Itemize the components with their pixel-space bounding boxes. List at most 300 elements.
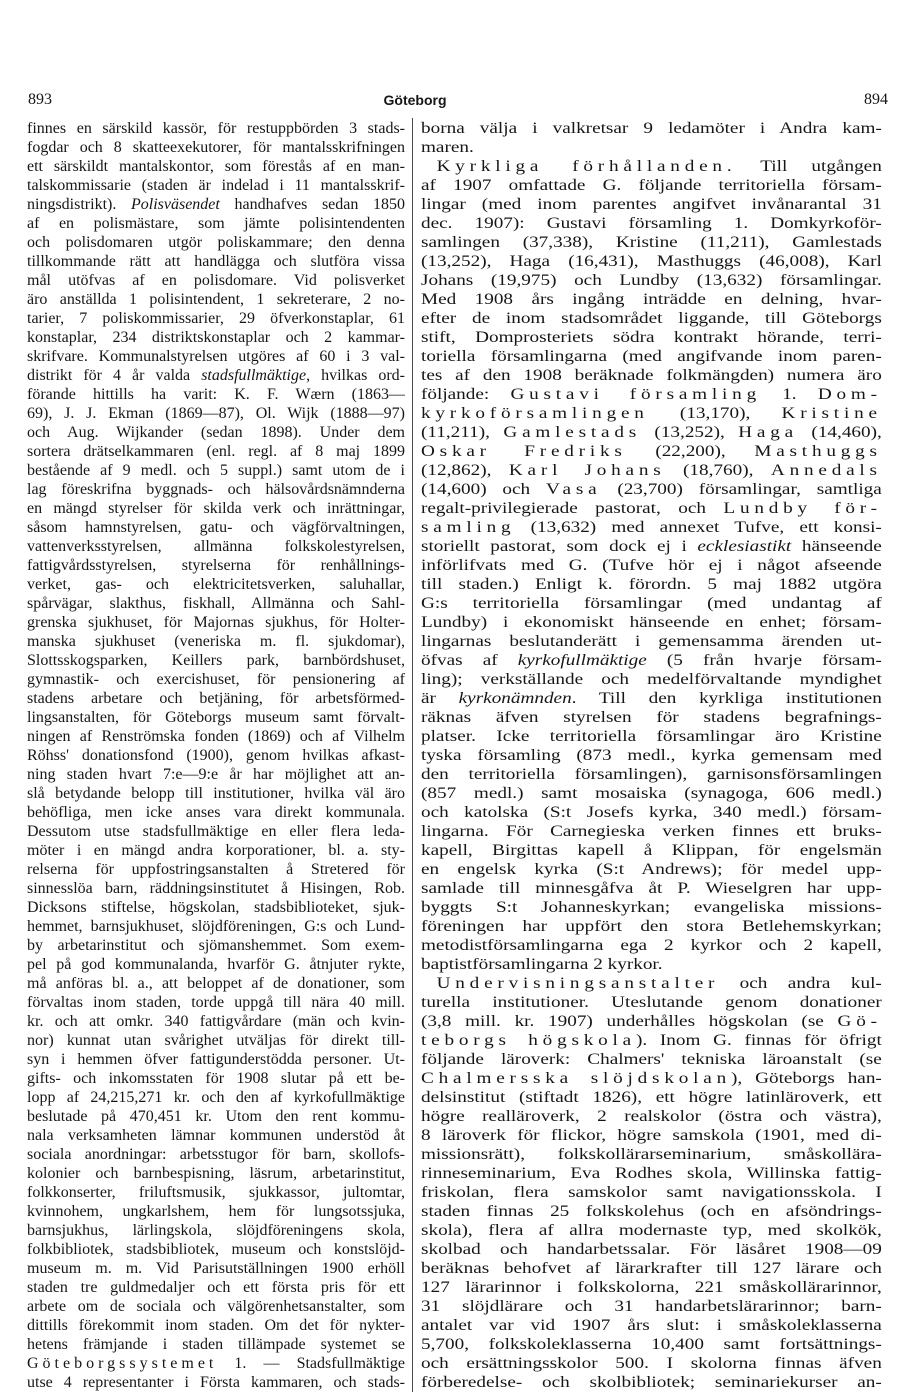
text-line (421, 461, 882, 480)
text-run: beräknas behofvet af lärarkrafter till 127 lärare och (421, 1260, 882, 1277)
text-line (27, 803, 405, 822)
text-run: skrifvare. Kommunalstyrelsen utgöres af 60 i 3 val- (27, 348, 405, 365)
text-run: tes af den 1908 beräknade folkmängden) numera äro (421, 367, 882, 384)
italic-term: Polisväsendet (130, 196, 220, 213)
text-line (421, 803, 882, 822)
text-run: öfvas af (421, 652, 518, 669)
text-run: kolonier och barnbespisning, läsrum, arbetarinstitut, (27, 1165, 405, 1182)
text-line (27, 1202, 405, 1221)
text-line (421, 1316, 882, 1335)
text-line (421, 822, 882, 841)
text-line (27, 1145, 405, 1164)
text-run: (3,8 mill. kr. 1907) underhålles högskolan (se (421, 1013, 838, 1030)
text-run: behöfliga, men icke anses vara direkt kommunala. (27, 804, 405, 821)
text-run: utse 4 representanter i Första kammaren, och stads- (27, 1374, 405, 1391)
text-line (421, 233, 882, 252)
text-run: gymnastik- och exercishuset, för pensionering af (27, 671, 405, 688)
spaced-emphasis: Dom- (817, 386, 882, 403)
text-line (421, 328, 882, 347)
text-line (421, 214, 882, 233)
text-run: staden finnas 25 folkskolehus (och en afsöndrings- (421, 1203, 882, 1220)
text-run: distrikt för 4 år valda (27, 367, 202, 384)
text-line (421, 1240, 882, 1259)
text-line (27, 347, 405, 366)
text-line (27, 1259, 405, 1278)
text-line (27, 1335, 405, 1354)
text-run: och ersättningsskolor 500. I skolorna finnas äfven (421, 1355, 882, 1372)
text-run: (13,252), Haga (16,431), Masthuggs (46,008), Karl (421, 253, 882, 270)
spaced-emphasis: Annedals (770, 462, 882, 479)
text-run: och katolska (S:t Josefs kyrka, 340 medl.) försam- (421, 804, 882, 821)
text-line (421, 480, 882, 499)
text-line (421, 860, 882, 879)
text-line (421, 1202, 882, 1221)
text-line (421, 1069, 882, 1088)
text-run: toriella församlingarna (med angifvande inom paren- (421, 348, 882, 365)
text-line (27, 138, 405, 157)
text-run: räknas äfven styrelsen för stadens begrafnings- (421, 709, 882, 726)
text-run: sinnesslöa barn, räddningsinstitutet å Hisingen, Rob. (27, 880, 405, 897)
text-line (27, 1297, 405, 1316)
text-line (421, 347, 882, 366)
text-line (27, 461, 405, 480)
text-line (421, 955, 882, 974)
text-run: 127 lärarinnor i folkskolorna, 221 småskollärarinnor, (421, 1279, 882, 1296)
text-run: (12,862), (421, 462, 509, 479)
text-run: manska sjukhuset (veneriska m. fl. sjukdomar), (27, 633, 405, 650)
text-run: (13,252), (640, 424, 739, 441)
text-run: följande läroverk: Chalmers' tekniska läroanstalt (se (421, 1051, 882, 1068)
text-run: lag föreskrifna byggnads- och hälsovårdsnämnderna (27, 481, 405, 498)
text-run: syn i hemmen öfver fattigunderstödda personer. Ut- (27, 1051, 405, 1068)
text-line (421, 1354, 882, 1373)
text-run: gifts- och inkomsstaten för 1908 slutar på ett be- (27, 1070, 405, 1087)
text-line (421, 594, 882, 613)
text-run: 31 slöjdlärare och 31 handarbetslärarinnor; barn- (421, 1298, 882, 1315)
text-run: äro anställda 1 polisintendent, 1 sekreterare, 2 no- (27, 291, 405, 308)
text-line (27, 1373, 405, 1392)
text-line (421, 195, 882, 214)
text-run: 1. — Stadsfullmäktige (217, 1355, 405, 1372)
text-run: hänseende (791, 538, 882, 555)
text-line (27, 917, 405, 936)
text-line (27, 708, 405, 727)
italic-term: kyrkonämnden (458, 690, 572, 707)
text-run: tarier, 7 poliskommissarier, 29 öfverkonstaplar, 61 (27, 310, 405, 327)
spaced-emphasis: Göteborgssystemet (27, 1355, 218, 1372)
text-run: dec. 1907): Gustavi församling 1. Domkyrkoför- (421, 215, 882, 232)
text-line (421, 309, 882, 328)
text-run: delsinstitut (stiftadt 1826), ett högre latinläroverk, ett (421, 1089, 882, 1106)
text-run: lingsanstalten, för Göteborgs museum samt förvalt- (27, 709, 405, 726)
text-line (421, 1126, 882, 1145)
text-run: beslutade på 470,451 kr. Utom den rent kommu- (27, 1108, 405, 1125)
text-run: friskolan, flera samskolor samt navigationsskola. I (421, 1184, 882, 1201)
italic-term: kyrkofullmäktige (517, 652, 647, 669)
text-run: by arbetarinstitut och sjömanshemmet. Som exem- (27, 937, 405, 954)
text-line (27, 423, 405, 442)
text-run: ), Göteborgs han- (730, 1070, 882, 1087)
text-run: rinneseminarium, Eva Rodhes skola, Willinska fattig- (421, 1165, 882, 1182)
left-column (27, 119, 405, 1392)
text-run: nor) kunnat utan svårighet utväljas för direkt till- (27, 1032, 405, 1049)
text-run: Dicksons stiftelse, högskolan, stadsbiblioteket, sjuk- (27, 899, 405, 916)
paragraph (27, 119, 405, 1392)
text-run: 8 läroverk för flickor, högre samskola (1901, med di- (421, 1127, 882, 1144)
text-line (421, 689, 882, 708)
text-run: skolbad och handarbetssalar. För läsåret 1908—09 (421, 1241, 882, 1258)
text-run: förvaltas inom staden, torde uppgå till nära 40 mill. (27, 994, 405, 1011)
text-run: turella institutioner. Uteslutande genom donationer (421, 994, 882, 1011)
text-run: införlifvats med G. (Tufve hör ej i något afseende (421, 557, 882, 574)
text-run: och Aug. Wijkander (sedan 1898). Under dem (27, 424, 405, 441)
text-run: lingar (med inom parentes angifvet invånarantal 31 (421, 196, 882, 213)
text-run: (23,700) församlingar, samtliga (601, 481, 882, 498)
text-line (27, 233, 405, 252)
text-line (421, 1164, 882, 1183)
text-line (27, 499, 405, 518)
text-line (421, 632, 882, 651)
text-run: slå betydande belopp till institutioner, hvilka väl äro (27, 785, 405, 802)
paragraph-church-relations (421, 157, 882, 974)
spaced-emphasis: Lundby för- (723, 500, 882, 517)
text-line (421, 385, 882, 404)
text-line (421, 1183, 882, 1202)
text-line (421, 727, 882, 746)
text-run: (14,600) och (421, 481, 547, 498)
text-run: borna välja i valkretsar 9 ledamöter i Andra kam- (421, 120, 882, 137)
text-line (421, 765, 882, 784)
text-line (27, 746, 405, 765)
text-line (421, 1259, 882, 1278)
text-line (27, 252, 405, 271)
text-line (421, 1335, 882, 1354)
text-line (421, 176, 882, 195)
text-line (27, 689, 405, 708)
text-run: kapell, Birgittas kapell å Klippan, för engelsmän (421, 842, 882, 859)
text-line (421, 1012, 882, 1031)
text-run: grenska sjukhuset, för Majornas sjukhus, för Holter- (27, 614, 405, 631)
text-run: lopp af 24,215,271 kr. och den af kyrkofullmäktige (27, 1089, 405, 1106)
text-run: vattenverksstyrelsen, allmänna folkskolestyrelsen, (27, 538, 405, 555)
text-run: fattigvårdsstyrelsen, styrelserna för renhållnings- (27, 557, 405, 574)
text-run: hetens främjande i staden tillämpade systemet se (27, 1336, 405, 1353)
text-line (421, 271, 882, 290)
text-run: såsom hamnstyrelsen, gatu- och vägförvaltningen, (27, 519, 405, 536)
spaced-emphasis: Chalmersska slöjdskolan (421, 1070, 731, 1087)
text-line (27, 936, 405, 955)
text-line (421, 556, 882, 575)
text-run: sociala anordningar: arbetsstugor för barn, skollofs- (27, 1146, 405, 1163)
text-line (421, 974, 882, 993)
text-line (27, 309, 405, 328)
text-line (27, 613, 405, 632)
text-line (27, 214, 405, 233)
text-line (27, 841, 405, 860)
text-run: metodistförsamlingarna ega 2 kyrkor och 2 kapell, (421, 937, 882, 954)
column-divider (412, 118, 413, 1392)
text-run: sortera drätselkammaren (enl. regl. af 8 maj 1899 (27, 443, 405, 460)
paragraph (421, 119, 882, 157)
text-line (27, 651, 405, 670)
text-line (27, 442, 405, 461)
text-line (421, 404, 882, 423)
text-run: högre realläroverk, 2 realskolor (östra och västra), (421, 1108, 882, 1125)
text-line (27, 1107, 405, 1126)
text-line (27, 1183, 405, 1202)
text-run: 69), J. J. Ekman (1869—87), Ol. Wijk (1888—97) (27, 405, 405, 422)
text-run: spårvägar, slakthus, fiskhall, Allmänna och Sahl- (27, 595, 405, 612)
text-run: ). Inom G. finnas för öfrigt (636, 1032, 882, 1049)
text-run: föreningen har uppfört den stora Betlehemskyrkan; (421, 918, 882, 935)
text-line (27, 1354, 405, 1373)
text-run: baptistförsamlingarna 2 kyrkor. (421, 956, 663, 973)
text-line (27, 366, 405, 385)
text-line (421, 1088, 882, 1107)
text-run: 1. (760, 386, 818, 403)
spaced-emphasis: Kristine (781, 405, 882, 422)
text-line (27, 1278, 405, 1297)
text-run: 5,700, folkskoleklasserna 10,400 samt fortsättnings- (421, 1336, 882, 1353)
italic-term: stadsfullmäktige (201, 367, 307, 384)
text-run: (857 medl.) samt mosaiska (synagoga, 606 medl.) (421, 785, 882, 802)
text-run: och andra kul- (719, 975, 882, 992)
text-line (27, 879, 405, 898)
text-line (421, 898, 882, 917)
text-line (27, 518, 405, 537)
text-run: mål utöfvas af en polisdomare. Vid polisverket (27, 272, 405, 289)
text-line (421, 1221, 882, 1240)
text-run: , hvilkas ord- (306, 367, 405, 384)
text-run: kr. och att omkr. 340 fattigvårdare (män och kvin- (27, 1013, 405, 1030)
text-run: (13,632) med annexet Tufve, ett konsi- (515, 519, 882, 536)
spaced-emphasis: samling (421, 519, 516, 536)
text-run: dittills förekommit inom staden. Om det för nykter- (27, 1317, 405, 1334)
text-run: är (421, 690, 459, 707)
text-line (421, 157, 882, 176)
text-line (27, 993, 405, 1012)
text-line (27, 1069, 405, 1088)
text-line (421, 1031, 882, 1050)
text-line (27, 1012, 405, 1031)
text-run: ningen af Renströmska fonden (1869) och af Vilhelm (27, 728, 405, 745)
text-run: antalet var vid 1907 års slut: i småskoleklasserna (421, 1317, 882, 1334)
text-line (421, 290, 882, 309)
text-line (27, 575, 405, 594)
text-run: barnsjukhus, lärlingskola, slöjdföreningens skola, (27, 1222, 405, 1239)
spaced-emphasis: Kyrkliga förhållanden. (436, 158, 737, 175)
text-run: storiellt pastorat, som dock ej i (421, 538, 698, 555)
text-run: relserna för uppfostringsanstalten å Stretered för (27, 861, 405, 878)
text-line (27, 176, 405, 195)
text-run: Dessutom utse stadsfullmäktige en eller flera leda- (27, 823, 405, 840)
text-line (27, 556, 405, 575)
text-line (421, 518, 882, 537)
text-run: nala verksamheten lämnar kommunen understöd åt (27, 1127, 405, 1144)
text-run: förande hittills ha varit: K. F. Wærn (1863— (27, 386, 405, 403)
text-run: kvinnohem, ungkarlshem, hem för lungsotssjuka, (27, 1203, 405, 1220)
spaced-emphasis: Masthuggs (754, 443, 882, 460)
text-run: ningsdistrikt). (27, 196, 131, 213)
spaced-emphasis: Oskar Fredriks (421, 443, 627, 460)
text-run: efter de inom stadsområdet liggande, till Göteborgs (421, 310, 882, 327)
text-line (421, 708, 882, 727)
text-run: verket, gas- och elektricitetsverken, saluhallar, (27, 576, 405, 593)
spaced-emphasis: Gö- (837, 1013, 882, 1030)
text-line (421, 1297, 882, 1316)
text-run: staden tre guldmedaljer och ett första pris för ett (27, 1279, 405, 1296)
text-run: pel på god kommunalanda, hvarför G. åtnjuter rykte, (27, 956, 405, 973)
text-run: missionsrätt), folkskollärarseminarium, småskollära- (421, 1146, 882, 1163)
text-run: platser. Icke territoriella församlingar äro Kristine (421, 728, 882, 745)
text-run: en engelsk kyrka (S:t Andrews); för medel upp- (421, 861, 882, 878)
text-line (421, 841, 882, 860)
text-line (421, 1278, 882, 1297)
text-run: samlade till minnesgåfva åt P. Wieselgren har upp- (421, 880, 882, 897)
text-run: tyska församling (873 medl., kyrka gemensam med (421, 747, 882, 764)
text-line (27, 1031, 405, 1050)
text-line (27, 290, 405, 309)
text-run: ning staden hvart 7:e—9:e år har möjlighet att an- (27, 766, 405, 783)
text-line (27, 1126, 405, 1145)
text-run: byggts S:t Johanneskyrkan; evangeliska missions- (421, 899, 882, 916)
text-run: Johans (19,975) och Lundby (13,632) församlingar. (421, 272, 882, 289)
text-line (27, 1240, 405, 1259)
text-run: konstaplar, 234 distriktskonstaplar och 2 kammar- (27, 329, 405, 346)
text-line (421, 1145, 882, 1164)
text-line (421, 936, 882, 955)
spaced-emphasis: Gamlestads (503, 424, 641, 441)
text-run: skola), flera af allra modernaste typ, med skolkök, (421, 1222, 882, 1239)
text-line (421, 119, 882, 138)
text-run: maren. (421, 139, 474, 156)
text-line (421, 784, 882, 803)
text-line (27, 727, 405, 746)
text-line (27, 480, 405, 499)
text-line (421, 993, 882, 1012)
text-run: må anföras bl. a., att beloppet af de donationer, som (27, 975, 405, 992)
text-line (27, 974, 405, 993)
text-run: (22,200), (626, 443, 755, 460)
text-line (27, 404, 405, 423)
text-run: samlingen (37,338), Kristine (11,211), Gamlestads (421, 234, 882, 251)
text-run: Röhss' donationsfond (1900), genom hvilkas afkast- (27, 747, 405, 764)
text-line (421, 1107, 882, 1126)
text-line (27, 822, 405, 841)
text-run: regalt-privilegierade pastorat, och (421, 500, 724, 517)
text-line (27, 119, 405, 138)
spaced-emphasis: Karl Johans (508, 462, 666, 479)
text-line (27, 328, 405, 347)
italic-term: ecklesiastikt (697, 538, 792, 555)
text-run: en mängd styrelser för skilda verk och inrättningar, (27, 500, 405, 517)
spaced-emphasis: Undervisningsanstalter (436, 975, 720, 992)
right-column (421, 119, 882, 1392)
text-run: ling); verkställande och medelförvaltande myndighet (421, 671, 882, 688)
text-line (27, 1316, 405, 1335)
text-run: (14,460), (797, 424, 882, 441)
text-run: hemmet, barnsjukhuset, slöjdföreningen, G:s och Lund- (27, 918, 405, 935)
text-line (27, 1221, 405, 1240)
text-line (421, 746, 882, 765)
text-line (27, 594, 405, 613)
text-run: (18,760), (665, 462, 771, 479)
text-run: stadens arbetare och betjäning, för arbetsförmed- (27, 690, 405, 707)
text-run: Med 1908 års ingång inträdde en delning, hvar- (421, 291, 882, 308)
text-line (421, 366, 882, 385)
text-run: folkbibliotek, stadsbibliotek, museum och konstslöjd- (27, 1241, 405, 1258)
text-line (421, 651, 882, 670)
text-line (421, 442, 882, 461)
text-run: fogdar och 8 skatteexekutorer, för mantalsskrifningen (27, 139, 405, 156)
text-line (27, 955, 405, 974)
text-run: den territoriella församlingen), garnisonsförsamlingen (421, 766, 882, 783)
text-line (421, 423, 882, 442)
text-line (421, 537, 882, 556)
text-line (421, 670, 882, 689)
text-line (27, 632, 405, 651)
text-line (27, 670, 405, 689)
text-line (27, 1164, 405, 1183)
text-line (421, 1050, 882, 1069)
text-run: bestående af 9 medl. och 5 suppl.) samt utom de i (27, 462, 405, 479)
page-number-right: 894 (864, 91, 888, 108)
text-run: museum m. m. Vid Parisutställningen 1900 erhöll (27, 1260, 405, 1277)
spaced-emphasis: Gustavi församling (510, 386, 761, 403)
text-run: stift, Domprosteriets södra kontrakt hörande, terri- (421, 329, 882, 346)
text-line (421, 252, 882, 271)
text-run: talskommissarie (staden är indelad i 11 mantalsskrif- (27, 177, 405, 194)
text-run: (11,211), (421, 424, 504, 441)
text-line (421, 613, 882, 632)
text-run: lingarna. För Carnegieska verken finnes ett bruks- (421, 823, 882, 840)
text-run: förberedelse- och skolbibliotek; seminariekurser an- (421, 1374, 882, 1391)
text-line (27, 1088, 405, 1107)
text-line (27, 860, 405, 879)
text-run: handhafves sedan 1850 (219, 196, 405, 213)
text-run: (5 från hvarje försam- (646, 652, 882, 669)
text-run: finnes en särskild kassör, för restuppbörden 3 stads- (27, 120, 405, 137)
text-run: Till utgången (736, 158, 882, 175)
text-line (27, 157, 405, 176)
text-run: följande: (421, 386, 511, 403)
text-line (421, 879, 882, 898)
text-run: folkkonserter, friluftsmusik, sjukkassor, jultomtar, (27, 1184, 405, 1201)
text-line (421, 138, 882, 157)
paragraph-education (421, 974, 882, 1392)
text-line (27, 271, 405, 290)
spaced-emphasis: Vasa (546, 481, 602, 498)
spaced-emphasis: teborgs högskola (421, 1032, 637, 1049)
text-line (421, 499, 882, 518)
text-line (27, 898, 405, 917)
text-run: och polisdomaren utgör poliskammare; den denna (27, 234, 405, 251)
text-line (421, 1373, 882, 1392)
text-run: af 1907 omfattade G. följande territoriella försam- (421, 177, 882, 194)
text-run: möter i en mängd andra korporationer, bl. a. sty- (27, 842, 405, 859)
text-line (27, 537, 405, 556)
text-run: G:s territoriella församlingar (med undantag af (421, 595, 882, 612)
text-line (421, 575, 882, 594)
text-run: (13,170), (648, 405, 782, 422)
running-head-title: Göteborg (383, 92, 447, 108)
spaced-emphasis: Haga (738, 424, 798, 441)
text-line (27, 1050, 405, 1069)
text-line (421, 917, 882, 936)
text-run: tillkommande rätt att handlägga och slutföra vissa (27, 253, 405, 270)
spaced-emphasis: kyrkoförsamlingen (421, 405, 649, 422)
text-run: till staden.) Enligt k. förordn. 5 maj 1882 utgöra (421, 576, 882, 593)
